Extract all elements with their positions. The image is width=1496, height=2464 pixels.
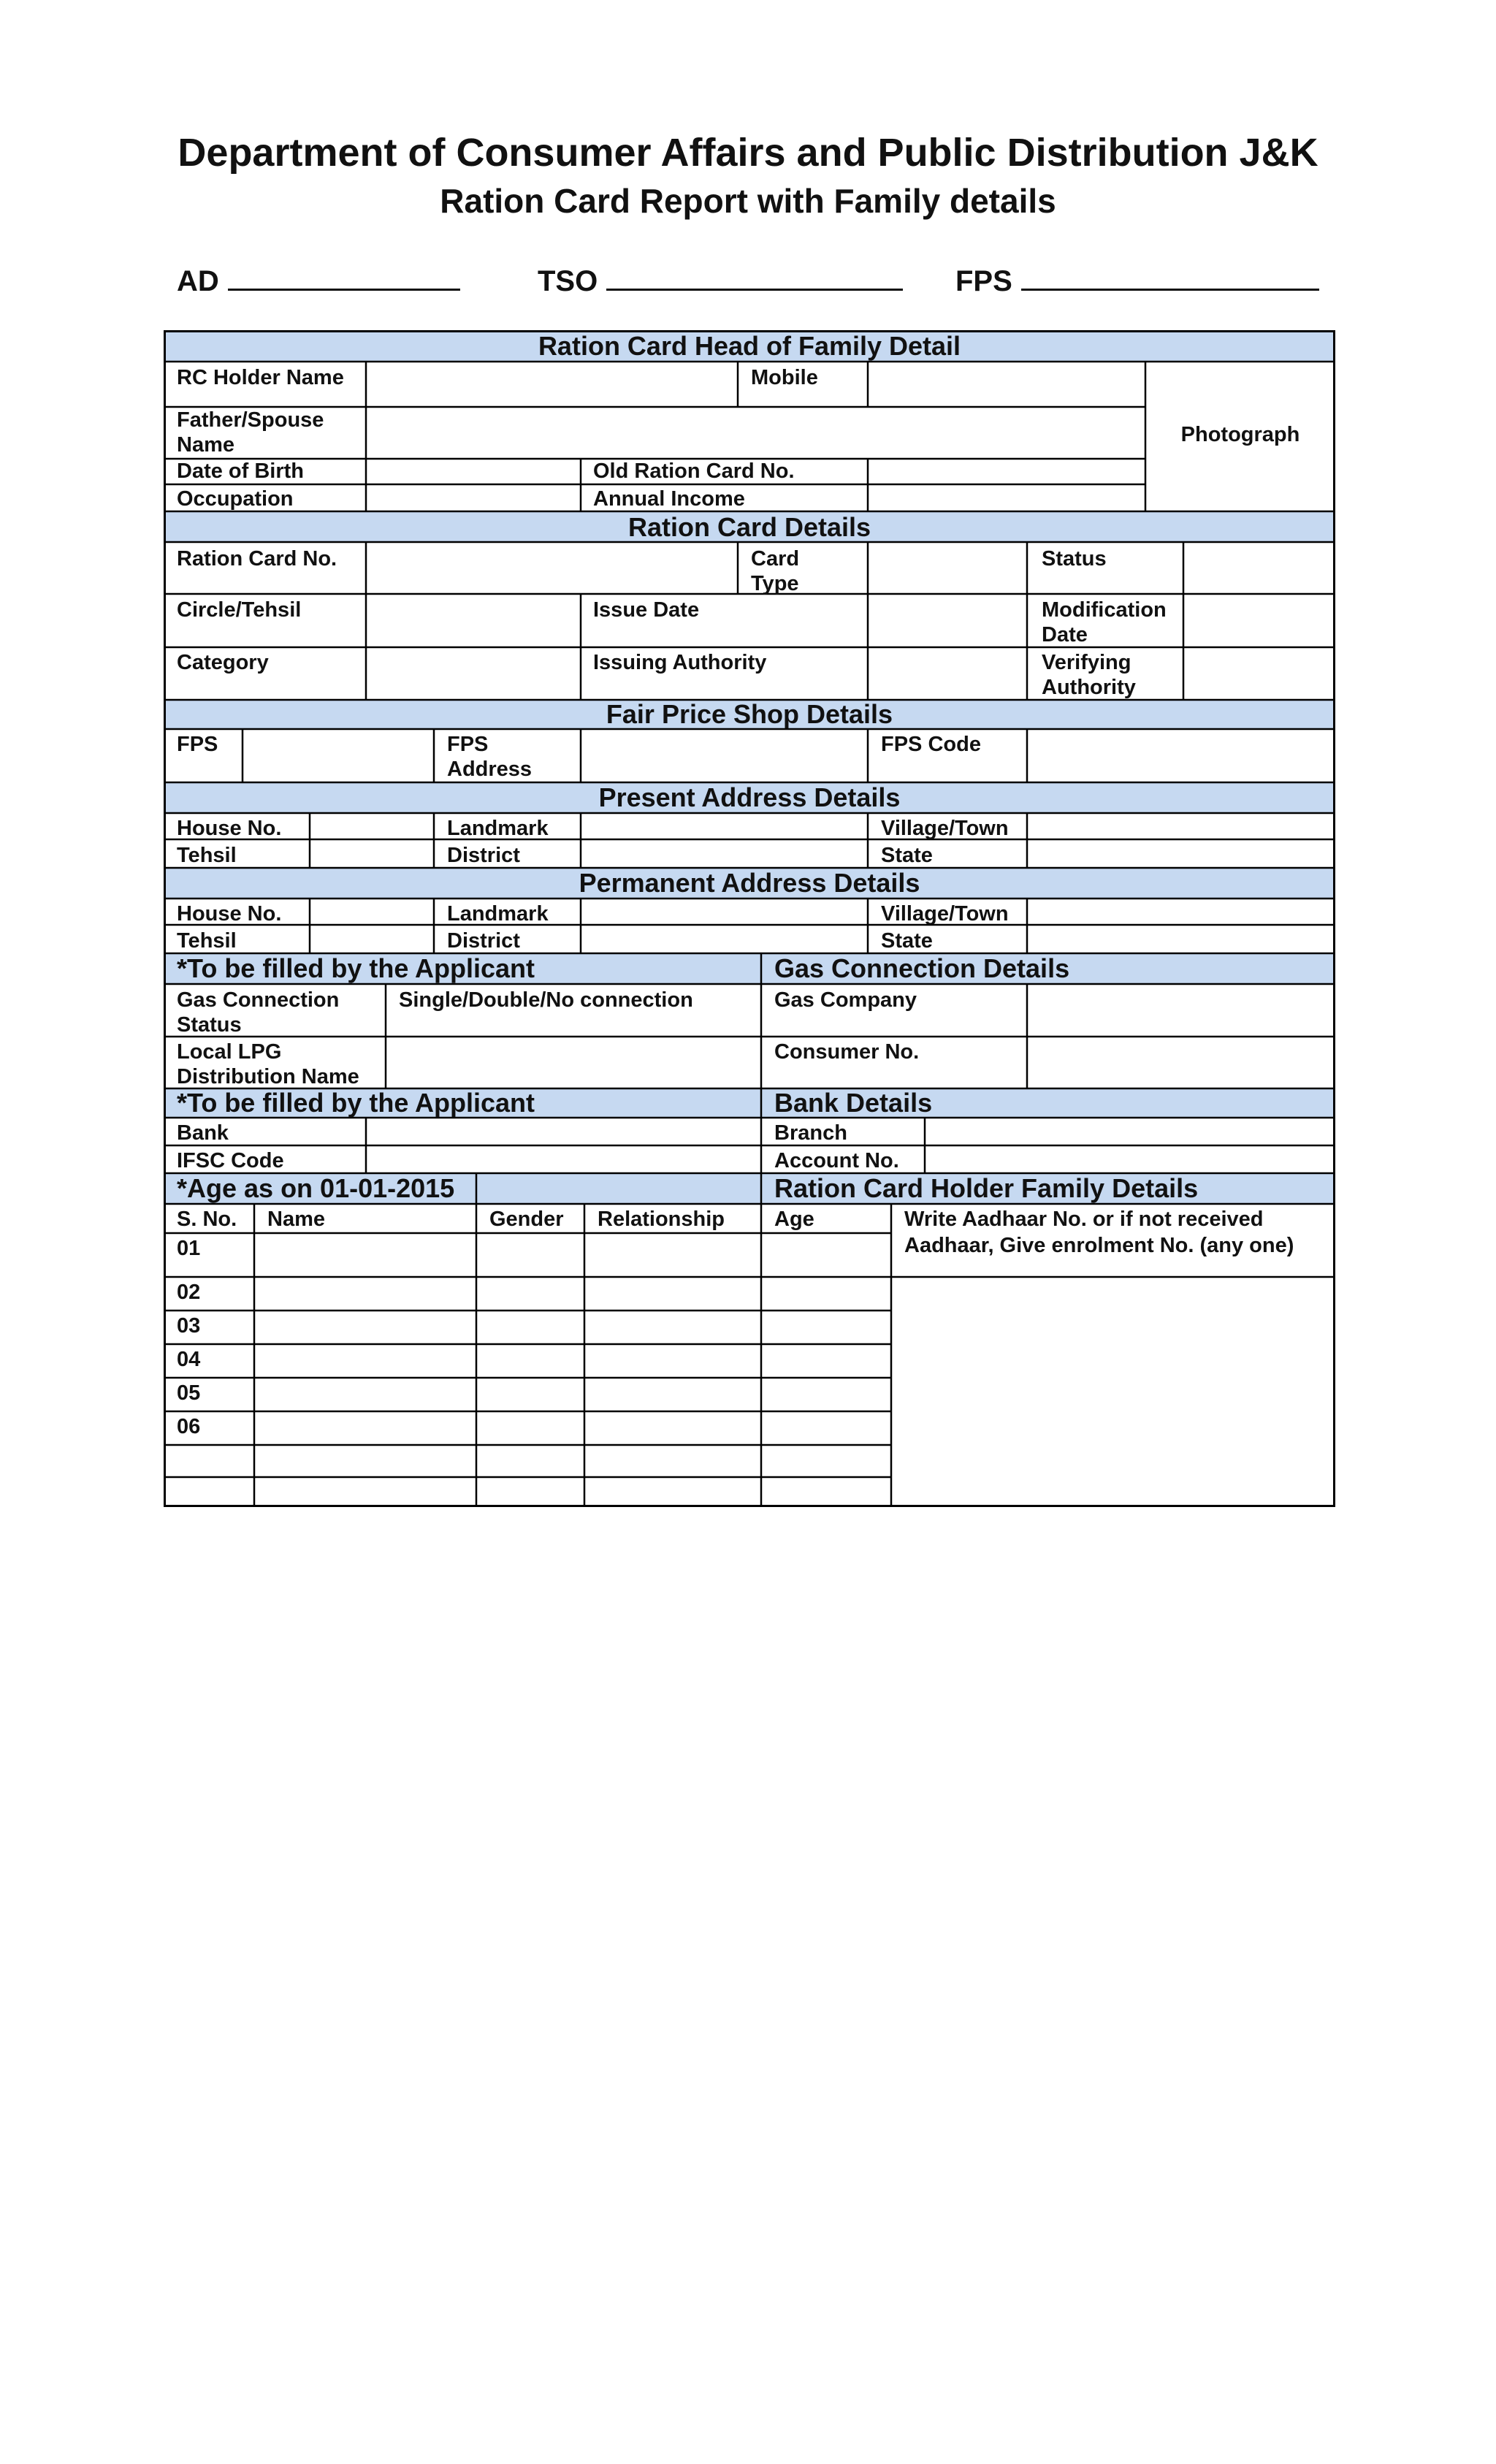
- modification-date-label-2: Date: [1042, 623, 1088, 646]
- occupation-label: Occupation: [177, 487, 294, 511]
- ration-card-form: [164, 330, 1335, 1507]
- fps-label: FPS: [955, 265, 1012, 297]
- ad-line[interactable]: [228, 259, 460, 291]
- col-sno: S. No.: [177, 1208, 237, 1231]
- old-card-label: Old Ration Card No.: [593, 459, 795, 483]
- grid-lines: [164, 332, 1335, 1508]
- branch-label: Branch: [774, 1121, 847, 1145]
- dob-label: Date of Birth: [177, 459, 304, 483]
- heading-family-details: Ration Card Holder Family Details: [774, 1173, 1199, 1203]
- lpg-distribution-label: Local LPG: [177, 1040, 282, 1064]
- present-state-label: State: [881, 844, 933, 867]
- gas-status-label-2: Status: [177, 1013, 242, 1037]
- account-no-label: Account No.: [774, 1149, 899, 1172]
- age-note: *Age as on 01-01-2015: [177, 1173, 455, 1203]
- tso-field[interactable]: [538, 259, 903, 298]
- present-landmark-label: Landmark: [447, 817, 549, 840]
- row-number: 06: [177, 1415, 201, 1438]
- present-tehsil-label: Tehsil: [177, 844, 237, 867]
- gas-applicant-note: *To be filled by the Applicant: [177, 953, 535, 983]
- father-spouse-label: Father/Spouse: [177, 408, 324, 432]
- rc-holder-name-label: RC Holder Name: [177, 366, 344, 389]
- heading-present-address: Present Address Details: [598, 782, 901, 812]
- circle-label: Circle/Tehsil: [177, 598, 302, 622]
- tso-label: TSO: [538, 265, 598, 297]
- gas-connection-options: Single/Double/No connection: [399, 988, 693, 1012]
- heading-gas-connection: Gas Connection Details: [774, 953, 1070, 983]
- bank-label: Bank: [177, 1121, 229, 1145]
- heading-bank-details: Bank Details: [774, 1088, 933, 1118]
- consumer-no-label: Consumer No.: [774, 1040, 920, 1064]
- fps-address-label-2: Address: [447, 758, 533, 781]
- fps-code-label: FPS Code: [881, 733, 981, 756]
- lpg-distribution-label-2: Distribution Name: [177, 1065, 359, 1088]
- present-village-label: Village/Town: [881, 817, 1009, 840]
- col-gender: Gender: [489, 1208, 564, 1231]
- fps-label: FPS: [177, 733, 218, 756]
- verifying-authority-label-2: Authority: [1042, 676, 1136, 699]
- bank-applicant-note: *To be filled by the Applicant: [177, 1088, 535, 1118]
- col-name: Name: [267, 1208, 325, 1231]
- gas-status-label: Gas Connection: [177, 988, 340, 1012]
- gas-company-label: Gas Company: [774, 988, 917, 1012]
- tso-line[interactable]: [606, 259, 903, 291]
- permanent-tehsil-label: Tehsil: [177, 929, 237, 953]
- annual-income-label: Annual Income: [593, 487, 745, 511]
- permanent-landmark-label: Landmark: [447, 902, 549, 926]
- card-type-label-2: Type: [751, 572, 799, 595]
- col-aadhaar-2: Aadhaar, Give enrolment No. (any one): [904, 1234, 1294, 1257]
- col-relationship: Relationship: [598, 1208, 725, 1231]
- row-number: 03: [177, 1314, 201, 1338]
- heading-card-details: Ration Card Details: [627, 512, 871, 542]
- col-aadhaar: Write Aadhaar No. or if not received: [904, 1208, 1264, 1231]
- permanent-district-label: District: [447, 929, 520, 953]
- card-no-label: Ration Card No.: [177, 547, 337, 571]
- permanent-village-label: Village/Town: [881, 902, 1009, 926]
- ad-label: AD: [177, 265, 219, 297]
- fps-line[interactable]: [1021, 259, 1319, 291]
- heading-fps-details: Fair Price Shop Details: [606, 699, 893, 729]
- status-label: Status: [1042, 547, 1107, 571]
- page-title: Department of Consumer Affairs and Public Distribution J&K: [178, 131, 1318, 175]
- page-subtitle: Ration Card Report with Family details: [440, 182, 1056, 220]
- row-number: 01: [177, 1237, 201, 1260]
- col-age: Age: [774, 1208, 814, 1231]
- issuing-authority-label: Issuing Authority: [593, 651, 767, 674]
- heading-permanent-address: Permanent Address Details: [579, 868, 920, 898]
- photograph-box[interactable]: Photograph: [1180, 423, 1300, 446]
- issue-date-label: Issue Date: [593, 598, 700, 622]
- card-type-label: Card: [751, 547, 800, 571]
- row-number: 04: [177, 1348, 201, 1371]
- category-label: Category: [177, 651, 269, 674]
- present-house-label: House No.: [177, 817, 282, 840]
- permanent-state-label: State: [881, 929, 933, 953]
- row-number: 05: [177, 1381, 201, 1405]
- modification-date-label: Modification: [1042, 598, 1167, 622]
- ad-field[interactable]: [177, 259, 460, 298]
- verifying-authority-label: Verifying: [1042, 651, 1131, 674]
- row-number: 02: [177, 1281, 201, 1304]
- mobile-label: Mobile: [751, 366, 818, 389]
- father-spouse-label-2: Name: [177, 433, 234, 457]
- ifsc-label: IFSC Code: [177, 1149, 284, 1172]
- fps-field[interactable]: [955, 259, 1319, 298]
- permanent-house-label: House No.: [177, 902, 282, 926]
- fps-address-label: FPS: [447, 733, 489, 756]
- form-grid: [164, 330, 1335, 1507]
- present-district-label: District: [447, 844, 520, 867]
- heading-head-of-family: Ration Card Head of Family Detail: [538, 331, 961, 361]
